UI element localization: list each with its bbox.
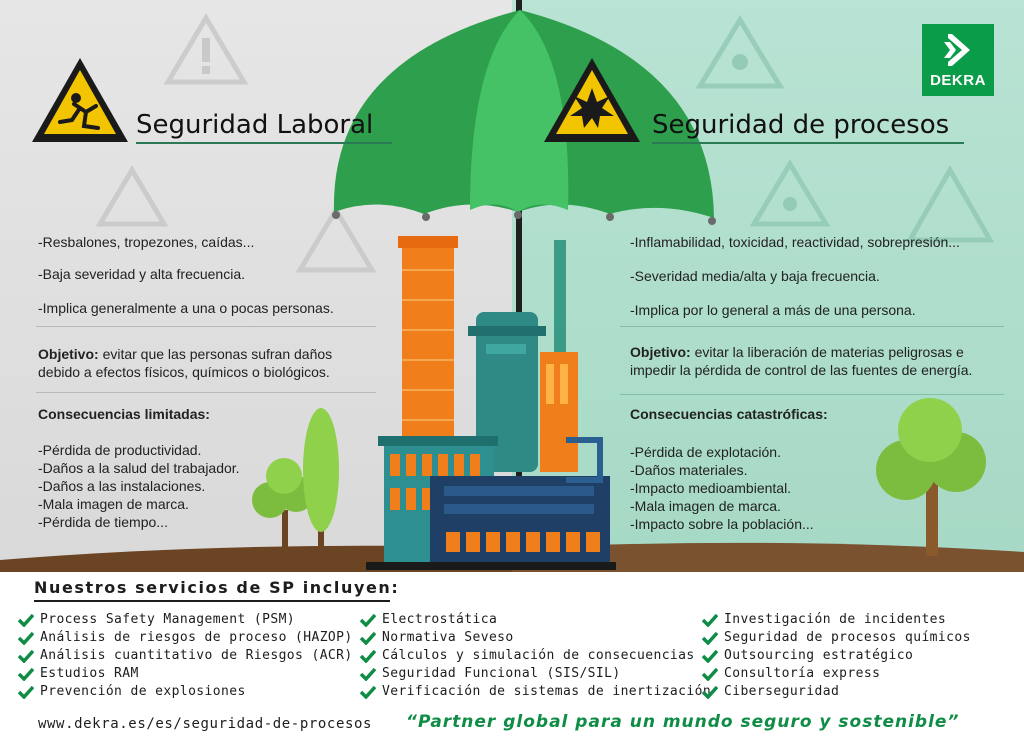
chimney-left: [402, 240, 454, 470]
service-item: Consultoría express: [724, 666, 881, 681]
right-bullet: -Severidad media/alta y baja frecuencia.: [630, 268, 880, 284]
service-item: Seguridad Funcional (SIS/SIL): [382, 666, 621, 681]
objective-label: Objetivo:: [630, 344, 691, 360]
divider: [36, 326, 376, 327]
divider: [36, 392, 376, 393]
checkmark-icon: [18, 685, 34, 699]
left-consequence: -Daños a las instalaciones.: [38, 478, 206, 494]
service-item: Verificación de sistemas de inertización: [382, 684, 712, 699]
checkmark-icon: [360, 649, 376, 663]
checkmark-icon: [702, 613, 718, 627]
service-item: Electrostática: [382, 612, 498, 627]
right-objective-line1: [630, 344, 964, 360]
service-item: Investigación de incidentes: [724, 612, 947, 627]
slogan: “Partner global para un mundo seguro y sostenible”: [406, 712, 960, 732]
checkmark-icon: [702, 667, 718, 681]
explosion-warning-icon: [542, 56, 642, 144]
title-seguridad-procesos: Seguridad de procesos: [652, 110, 950, 140]
checkmark-icon: [360, 631, 376, 645]
services-title-underline: [34, 600, 390, 602]
checkmark-icon: [18, 649, 34, 663]
service-item: Seguridad de procesos químicos: [724, 630, 971, 645]
factory-base: [366, 562, 616, 570]
right-consequence: -Mala imagen de marca.: [630, 498, 781, 514]
checkmark-icon: [702, 631, 718, 645]
service-item: Process Safety Management (PSM): [40, 612, 296, 627]
tree-left-tall: [303, 408, 339, 564]
checkmark-icon: [360, 685, 376, 699]
dekra-logo[interactable]: [922, 24, 994, 96]
left-objective-line2: debido a efectos físicos, químicos o biológicos.: [38, 364, 330, 380]
right-bullet: -Inflamabilidad, toxicidad, reactividad, sobrepresión...: [630, 234, 960, 250]
chimney-thin: [554, 240, 566, 360]
service-item: Cálculos y simulación de consecuencias: [382, 648, 695, 663]
right-consequence: -Impacto sobre la población...: [630, 516, 814, 532]
service-item: Análisis de riesgos de proceso (HAZOP): [40, 630, 353, 645]
divider: [620, 394, 1004, 395]
right-consequence: -Pérdida de explotación.: [630, 444, 781, 460]
left-bullet: -Resbalones, tropezones, caídas...: [38, 234, 255, 250]
checkmark-icon: [18, 613, 34, 627]
checkmark-icon: [18, 667, 34, 681]
objective-text: evitar que las personas sufran daños: [102, 346, 333, 362]
service-item: Outsourcing estratégico: [724, 648, 914, 663]
checkmark-icon: [360, 613, 376, 627]
title-underline: [652, 142, 964, 144]
objective-text: evitar la liberación de materias peligrosas e: [694, 344, 964, 360]
title-seguridad-laboral: Seguridad Laboral: [136, 110, 374, 140]
services-title: Nuestros servicios de SP incluyen:: [34, 578, 400, 597]
dekra-logo-text: DEKRA: [930, 72, 986, 89]
right-consequences-title: Consecuencias catastróficas:: [630, 406, 828, 422]
umbrella-tips: [332, 211, 716, 225]
right-consequence: -Impacto medioambiental.: [630, 480, 792, 496]
website-link[interactable]: www.dekra.es/es/seguridad-de-procesos: [38, 716, 373, 732]
service-item: Análisis cuantitativo de Riesgos (ACR): [40, 648, 353, 663]
left-bullet: -Implica generalmente a una o pocas personas.: [38, 300, 334, 316]
services-section: [0, 572, 1024, 748]
left-consequence: -Pérdida de productividad.: [38, 442, 202, 458]
slip-fall-warning-icon: [30, 56, 130, 144]
tank-right: [540, 352, 578, 472]
right-consequence: -Daños materiales.: [630, 462, 748, 478]
left-objective-line1: [38, 346, 332, 362]
right-objective-line2: impedir la pérdida de control de las fuentes de energía.: [630, 362, 973, 378]
checkmark-icon: [702, 685, 718, 699]
service-item: Ciberseguridad: [724, 684, 840, 699]
right-bullet: -Implica por lo general a más de una persona.: [630, 302, 916, 318]
divider: [620, 326, 1004, 327]
service-item: Estudios RAM: [40, 666, 139, 681]
tree-right: [876, 398, 986, 556]
left-consequences-title: Consecuencias limitadas:: [38, 406, 210, 422]
objective-label: Objetivo:: [38, 346, 99, 362]
left-consequence: -Mala imagen de marca.: [38, 496, 189, 512]
checkmark-icon: [702, 649, 718, 663]
service-item: Prevención de explosiones: [40, 684, 246, 699]
dekra-logo-mark-icon: [942, 32, 974, 68]
checkmark-icon: [360, 667, 376, 681]
left-consequence: -Daños a la salud del trabajador.: [38, 460, 240, 476]
checkmark-icon: [18, 631, 34, 645]
left-consequence: -Pérdida de tiempo...: [38, 514, 168, 530]
title-underline: [136, 142, 392, 144]
service-item: Normativa Seveso: [382, 630, 514, 645]
left-bullet: -Baja severidad y alta frecuencia.: [38, 266, 245, 282]
